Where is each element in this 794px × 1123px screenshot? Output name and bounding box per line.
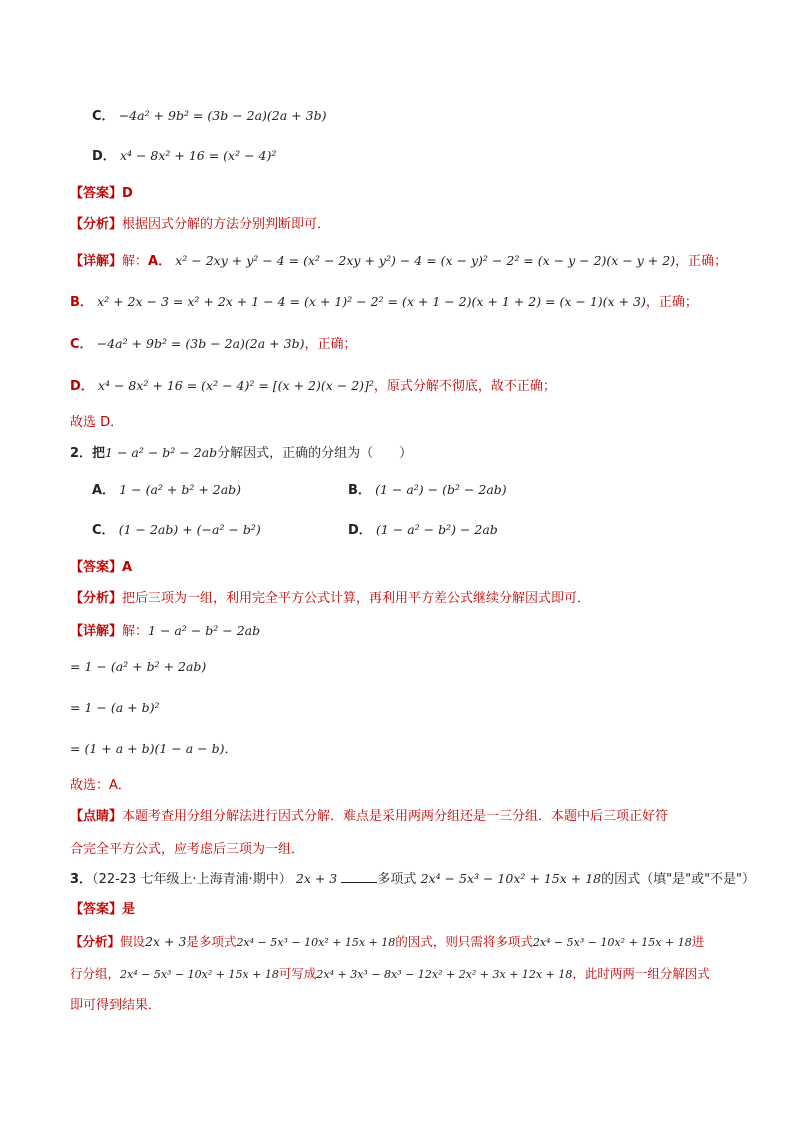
q2-option-b: [348, 480, 507, 501]
detail-tail: ，原式分解不彻底，故不正确；: [373, 379, 556, 394]
option-label: A．: [92, 483, 116, 498]
math-expression: = (1 + a + b)(1 − a − b): [70, 741, 225, 756]
comment-text: 本题考查用分组分解法进行因式分解．难点是采用两两分组还是一三分组．本题中后三项正好符: [122, 809, 669, 824]
detail-tail: ，正确；: [304, 337, 357, 352]
option-label: D．: [92, 149, 116, 164]
option-label: D．: [348, 523, 372, 538]
option-label: D．: [70, 379, 94, 394]
analysis-tag: 【分析】: [70, 934, 121, 949]
math-expression: 2x⁴ − 5x³ − 10x² + 15x + 18: [236, 936, 396, 949]
q3-answer: [70, 900, 135, 920]
q2-comment-line-2: 合完全平方公式，应考虑后三项为一组．: [70, 842, 305, 857]
math-expression: −4a² + 9b² = (3b − 2a)(2a + 3b): [118, 108, 327, 123]
stem-tail: 的因式（填"是"或"不是"）: [601, 872, 756, 887]
math-expression: 1 − (a² + b² + 2ab): [119, 482, 242, 497]
option-label: B．: [70, 295, 93, 310]
math-expression: −4a² + 9b² = (3b − 2a)(2a + 3b): [96, 336, 305, 351]
q3-analysis-line-3: 即可得到结果．: [70, 998, 162, 1013]
math-expression: (1 − a²) − (b² − 2ab): [375, 482, 507, 497]
analysis-text: 的因式，则只需将多项式: [395, 934, 533, 949]
comment-tag: 【点睛】: [70, 809, 123, 824]
math-expression: (1 − 2ab) + (−a² − b²): [118, 522, 261, 537]
answer-value: A: [122, 560, 133, 575]
detail-prefix: 解：: [122, 624, 149, 639]
math-expression: 2x⁴ + 3x³ − 8x³ − 12x² + 2x² + 3x + 12x + 18: [316, 968, 573, 981]
analysis-text: 把后三项为一组，利用完全平方公式计算，再利用平方差公式继续分解因式即可．: [122, 591, 591, 606]
analysis-text: 可写成: [278, 966, 317, 981]
option-label: C．: [70, 337, 93, 352]
question-number: 3．: [70, 872, 93, 887]
math-expression: 2x + 3: [145, 934, 187, 949]
option-label: B．: [348, 483, 371, 498]
analysis-text: ，此时两两一组分解因式: [572, 966, 710, 981]
answer-tag: 【答案】: [70, 186, 123, 201]
answer-value: D: [122, 186, 133, 201]
q2-answer: [70, 558, 132, 578]
stem-text: 分解因式，正确的分组为（ ）: [217, 446, 413, 461]
answer-tag: 【答案】: [70, 902, 123, 917]
q1-detail-c: [70, 334, 356, 355]
math-expression: 1 − a² − b² − 2ab: [148, 623, 261, 638]
q2-detail: [70, 621, 260, 642]
math-expression: x⁴ − 8x² + 16 = (x² − 4)²: [119, 148, 277, 163]
math-expression: 1 − a² − b² − 2ab: [105, 445, 218, 460]
fill-blank[interactable]: [341, 870, 377, 883]
q2-comment-line-1: [70, 807, 668, 827]
q3-analysis-line-1: [70, 932, 704, 953]
q1-option-c: [92, 106, 326, 127]
answer-value: 是: [122, 902, 136, 917]
q1-detail-d: [70, 376, 556, 397]
q2-stem: [70, 443, 412, 464]
q1-choice: 故选 D．: [70, 415, 124, 430]
q2-option-c: [92, 520, 261, 541]
option-label: C．: [92, 109, 115, 124]
q2-analysis: [70, 589, 590, 609]
q2-step-3: [70, 739, 237, 760]
q2-option-d: [348, 520, 498, 541]
math-expression: x² + 2x − 3 = x² + 2x + 1 − 4 = (x + 1)² − 2² = (x + 1 − 2)(x + 1 + 2) = (x − 1)(x + 3): [97, 294, 646, 309]
analysis-text: 行分组，: [70, 966, 121, 981]
answer-tag: 【答案】: [70, 560, 123, 575]
q2-step-1: = 1 − (a² + b² + 2ab): [70, 659, 207, 674]
math-expression: x⁴ − 8x² + 16 = (x² − 4)² = [(x + 2)(x − 2)]²: [97, 378, 374, 393]
option-label: C．: [92, 523, 115, 538]
analysis-text: 进: [691, 934, 705, 949]
q1-answer: [70, 184, 133, 204]
q1-detail-a: [70, 251, 727, 272]
q1-option-d: [92, 146, 276, 167]
stem-text: 多项式: [377, 872, 417, 887]
detail-tail: ，正确；: [675, 254, 728, 269]
detail-tag: 【详解】: [70, 254, 123, 269]
detail-tag: 【详解】: [70, 624, 123, 639]
detail-prefix: 解：: [122, 254, 149, 269]
q1-detail-b: [70, 292, 698, 313]
q3-stem: [70, 869, 755, 890]
q1-analysis: [70, 215, 330, 235]
math-expression: 2x⁴ − 5x³ − 10x² + 15x + 18: [532, 936, 692, 949]
q2-step-2: = 1 − (a + b)²: [70, 700, 160, 715]
analysis-text: 根据因式分解的方法分别判断即可．: [122, 217, 331, 232]
q3-analysis-line-2: [70, 964, 710, 985]
analysis-tag: 【分析】: [70, 591, 123, 606]
analysis-text: 是多项式: [186, 934, 237, 949]
math-expression: 2x⁴ − 5x³ − 10x² + 15x + 18: [420, 871, 602, 886]
option-label: A．: [148, 254, 172, 269]
math-expression: 2x + 3: [295, 871, 338, 886]
q2-option-a: [92, 480, 241, 501]
math-expression: 2x⁴ − 5x³ − 10x² + 15x + 18: [120, 968, 279, 981]
detail-tail: ，正确；: [645, 295, 698, 310]
analysis-text: 假设: [120, 934, 146, 949]
math-expression: (1 − a² − b²) − 2ab: [375, 522, 498, 537]
math-expression: x² − 2xy + y² − 4 = (x² − 2xy + y²) − 4 = (x − y)² − 2² = (x − y − 2)(x − y + 2): [175, 253, 676, 268]
question-source: （22-23 七年级上·上海青浦·期中）: [92, 872, 292, 887]
step-tail: ．: [224, 742, 238, 757]
q2-choice: 故选：A．: [70, 778, 131, 793]
question-number: 2．把: [70, 446, 106, 461]
analysis-tag: 【分析】: [70, 217, 123, 232]
